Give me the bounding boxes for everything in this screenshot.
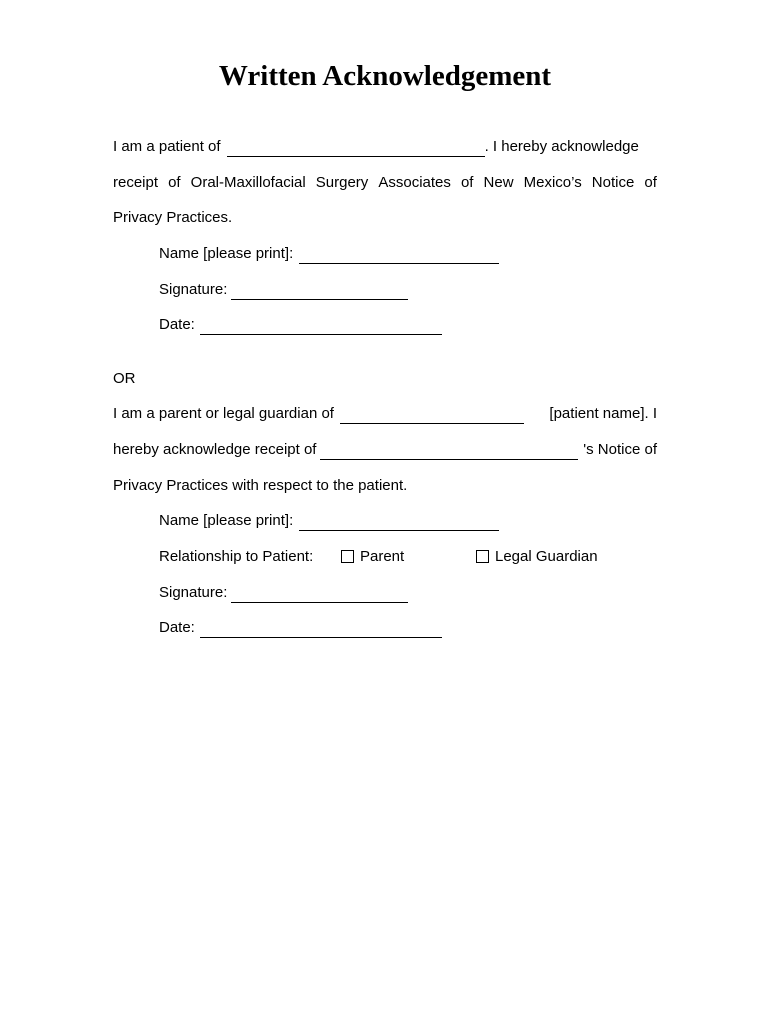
relationship-label: Relationship to Patient: bbox=[159, 548, 314, 565]
receipt-word: of bbox=[644, 174, 657, 191]
parent-label: Parent bbox=[360, 548, 405, 565]
name-field-row-1 bbox=[159, 244, 499, 264]
name-print-blank[interactable] bbox=[299, 249, 499, 264]
guardian-receipt-line bbox=[113, 440, 657, 460]
or-separator: OR bbox=[113, 370, 136, 387]
receipt-word: of bbox=[460, 174, 474, 191]
relationship-row bbox=[159, 547, 598, 567]
guardian-line bbox=[113, 404, 657, 424]
signature-field-row-1 bbox=[159, 280, 408, 300]
receipt-word: Associates bbox=[378, 174, 451, 191]
receipt-word: receipt bbox=[113, 174, 159, 191]
signature-label: Signature: bbox=[159, 281, 228, 298]
acknowledge-text: . I hereby acknowledge bbox=[484, 138, 639, 155]
legal-guardian-checkbox[interactable] bbox=[476, 550, 489, 563]
privacy-respect-text: Privacy Practices with respect to the patient. bbox=[113, 477, 408, 494]
parent-option[interactable] bbox=[341, 547, 476, 567]
signature-label: Signature: bbox=[159, 584, 228, 601]
date-blank[interactable] bbox=[200, 320, 442, 335]
patient-name-hint-text: [patient name]. I bbox=[549, 405, 657, 422]
parent-checkbox[interactable] bbox=[341, 550, 354, 563]
patient-name-blank[interactable] bbox=[227, 142, 485, 157]
date-label: Date: bbox=[159, 619, 195, 636]
date-label: Date: bbox=[159, 316, 195, 333]
notice-of-text: 's Notice of bbox=[583, 441, 657, 458]
signature-blank[interactable] bbox=[231, 588, 408, 603]
receipt-word: New bbox=[483, 174, 514, 191]
name-label: Name [please print]: bbox=[159, 245, 294, 262]
name-print-blank[interactable] bbox=[299, 516, 499, 531]
patient-line bbox=[113, 137, 657, 157]
practice-name-blank[interactable] bbox=[320, 445, 578, 460]
receipt-word: Notice bbox=[591, 174, 635, 191]
date-field-row-2 bbox=[159, 618, 442, 638]
signature-blank[interactable] bbox=[231, 285, 408, 300]
privacy-practices-text: Privacy Practices. bbox=[113, 209, 233, 226]
guardian-patient-name-blank[interactable] bbox=[340, 409, 524, 424]
date-field-row-1 bbox=[159, 315, 442, 335]
name-label: Name [please print]: bbox=[159, 512, 294, 529]
patient-intro-text: I am a patient of bbox=[113, 138, 221, 155]
guardian-option[interactable] bbox=[476, 547, 598, 567]
receipt-word: Oral-Maxillofacial bbox=[190, 174, 306, 191]
receipt-word: Mexico’s bbox=[523, 174, 582, 191]
document-title: Written Acknowledgement bbox=[218, 60, 552, 92]
legal-guardian-label: Legal Guardian bbox=[495, 548, 598, 565]
receipt-word: Surgery bbox=[315, 174, 369, 191]
guardian-intro-text: I am a parent or legal guardian of bbox=[113, 405, 334, 422]
guardian-receipt-text: hereby acknowledge receipt of bbox=[113, 441, 317, 458]
signature-field-row-2 bbox=[159, 583, 408, 603]
receipt-line bbox=[113, 173, 657, 193]
receipt-word: of bbox=[168, 174, 181, 191]
name-field-row-2 bbox=[159, 511, 499, 531]
date-blank[interactable] bbox=[200, 623, 442, 638]
